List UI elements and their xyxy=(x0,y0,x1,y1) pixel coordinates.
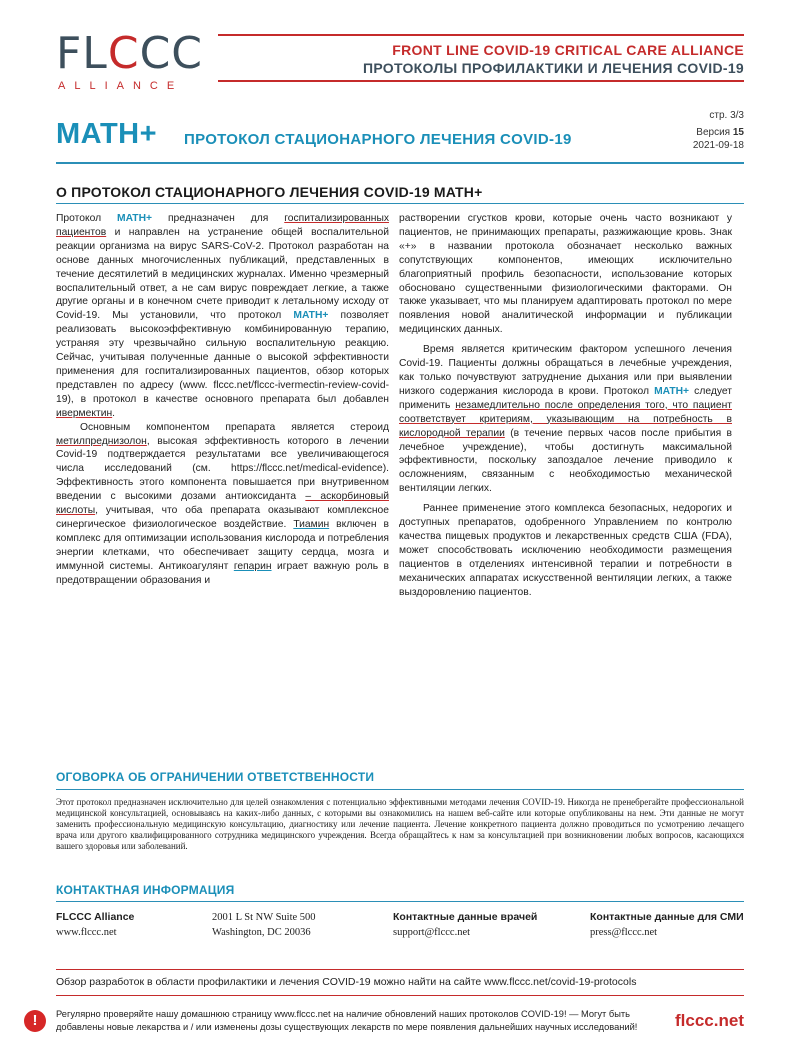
flccc-logo xyxy=(56,28,206,92)
logo-sub: ALLIANCE xyxy=(58,80,184,92)
version-date: 2021-09-18 xyxy=(692,140,744,151)
exclamation-icon: ! xyxy=(24,1010,46,1032)
link-thiamine[interactable]: Тиамин xyxy=(293,518,330,530)
doctors-email-link[interactable]: support@flccc.net xyxy=(393,927,471,938)
media-label: Контактные данные для СМИ xyxy=(590,911,744,923)
media-email-link[interactable]: press@flccc.net xyxy=(590,927,658,938)
disclaimer-text: Этот протокол предназначен исключительно для целей ознакомления с потенциально эффективными методами лечения COVID-19. Никогда не пренебрегайте профессиональной медицинской консультацией, основываясь на каких-либо данных, с которыми вы ознакомились на нашем веб-сайте или которые опубликованы на нем. Эти данные не могут заменить профессиональную медицинскую консультацию, диагностику или лечение пациента. Лечение конкретного пациента должно проводиться по усмотрению лечащего врача или другого квалифицированного сотрудника медицинского учреждения. Всегда обращайтесь к нам за консультацией при возникновении любых вопросов, касающихся вашего здоровья или заболеваний. xyxy=(56,797,744,851)
header-rule-bottom xyxy=(218,80,744,82)
paragraph-early-use: Раннее применение этого комплекса безопасных, недорогих и доступных препаратов, одобренного Управлением по контролю качества пищевых продуктов и лекарственных средств США (FDA), может способствовать исключению необходимости размещения пациентов в отделениях интенсивной терапии и потребности в механических аппаратах искусственной вентиляции легких, а также выздоровлению пациентов. xyxy=(399,503,732,598)
disclaimer-heading: ОГОВОРКА ОБ ОГРАНИЧЕНИИ ОТВЕТСТВЕННОСТИ xyxy=(56,770,375,784)
link-heparin[interactable]: гепарин xyxy=(233,560,272,572)
link-hospitalized[interactable]: госпитализированных пациентов xyxy=(56,213,389,238)
contacts-heading: КОНТАКТНАЯ ИНФОРМАЦИЯ xyxy=(56,883,235,897)
link-oxygen-criteria[interactable]: незамедлительно после определения того, что пациент соответствует критериям, указывающим на потребность в кислородной терапии xyxy=(399,399,732,439)
version-label: Версия xyxy=(696,127,731,138)
version-number: 15 xyxy=(732,127,744,138)
contact-media xyxy=(590,910,744,940)
org-name: FLCCC Alliance xyxy=(56,911,135,923)
disclaimer-rule xyxy=(56,789,744,790)
contact-org xyxy=(56,910,134,940)
version-block xyxy=(693,126,744,152)
footer-brand-link[interactable]: flccc.net xyxy=(675,1011,744,1030)
overview-rule-top xyxy=(56,969,744,970)
protocol-title: ПРОТОКОЛ СТАЦИОНАРНОГО ЛЕЧЕНИЯ COVID-19 xyxy=(184,131,572,148)
address-line1: 2001 L St NW Suite 500 xyxy=(212,912,316,923)
section-rule xyxy=(56,203,744,204)
math-plus-logo: MATH+ xyxy=(56,118,158,150)
header-rule-top xyxy=(218,34,744,36)
header-title-org: FRONT LINE COVID-19 CRITICAL CARE ALLIANCE xyxy=(392,42,744,58)
contact-doctors xyxy=(393,910,537,940)
footer-notice xyxy=(56,1008,656,1034)
paragraph-intro: Протокол MATH+ предназначен для госпитализированных пациентов и направлен на устранение общей воспалительной реакции организма на вирус SARS-CoV-2. Протокол разработан на основе данных многочисленных публикаций, представленных в течение десятилетий в медицинских журналах. Именно чрезмерный воспалительный ответ, а не сам вирус повреждает легкие, а также другие органы и в конечном счете приводит к летальному исходу от Covid-19. Мы установили, что протокол MATH+ позволяет реализовать высокоэффективную комбинированную терапию, устраняя эту чрезвычайно сильную воспалительную реакцию. Сейчас, учитывая полученные данные о высокой эффективности применения для госпитализированных пациентов, обзор которых представлен по адресу (www. flccc.net/flccc-ivermectin-review-covid-19), в протокол в качестве основного препарата был добавлен ивермектин. xyxy=(56,213,389,419)
address-line2: Washington, DC 20036 xyxy=(212,927,311,938)
page-number: стр. 3/3 xyxy=(709,110,744,121)
contacts-rule xyxy=(56,901,744,902)
paragraph-timing: Время является критическим фактором успешного лечения Covid-19. Пациенты должны обращаться в лечебные учреждения, как только почувствуют затруднение дыхания или при выявлении низкого содержания кислорода в крови. Протокол MATH+ следует применить незамедлительно после определения того, что пациент соответствует критериям, указывающим на потребность в кислородной терапии (в течение первых часов после прибытия в лечебное учреждение), чтобы достигнуть максимальной эффективности, поскольку запоздалое лечение приводило к осложнениям, связанным с необходимостью механической вентиляции легких. xyxy=(399,344,732,495)
brand-math: MATH+ xyxy=(654,385,690,397)
header-title-protocols: ПРОТОКОЛЫ ПРОФИЛАКТИКИ И ЛЕЧЕНИЯ COVID-19 xyxy=(362,60,744,76)
paragraph-plus-sign: растворении сгустков крови, которые очень часто возникают у пациентов, не принимающих препараты, разжижающие кровь. Знак «+» в названии протокола обозначает несколько важных сопутствующих компонентов, имеющих исключительно благоприятный профиль безопасности, использование которых обосновано существенными физиологическими факторами. Он также указывает, что мы планируем адаптировать протокол по мере появления новой аналитической информации и публикации медицинских данных. xyxy=(399,213,732,336)
body-column-right xyxy=(399,212,732,599)
org-url-link[interactable]: www.flccc.net xyxy=(56,927,117,938)
contact-address xyxy=(212,910,316,940)
overview-rule-bottom xyxy=(56,995,744,996)
link-methylprednisolone[interactable]: метилпреднизолон xyxy=(56,435,147,447)
brand-math: MATH+ xyxy=(293,310,329,322)
brand-math: MATH+ xyxy=(117,213,153,224)
link-ascorbic-acid[interactable]: – аскорбиновый кислоты xyxy=(56,491,389,517)
overview-text: Обзор разработок в области профилактики и лечения COVID-19 можно найти на сайте www.flccc.net/covid-19-protocols xyxy=(56,976,637,988)
footer-line2: добавлены новые лекарства и / или изменены дозы существующих лекарств по мере появления дальнейших научных исследований! xyxy=(56,1022,638,1032)
logo-word: FLCCC xyxy=(56,28,204,79)
doctors-label: Контактные данные врачей xyxy=(393,911,538,923)
section-heading: О ПРОТОКОЛ СТАЦИОНАРНОГО ЛЕЧЕНИЯ COVID-19 MATH+ xyxy=(56,184,483,200)
body-column-left xyxy=(56,212,389,587)
link-ivermectin[interactable]: ивермектин xyxy=(56,407,113,419)
title-rule xyxy=(56,162,744,164)
footer-line1: Регулярно проверяйте нашу домашнюю страницу www.flccc.net на наличие обновлений наших протоколов COVID-19! — Могут быть xyxy=(56,1009,630,1019)
paragraph-components: Основным компонентом препарата является стероид метилпреднизолон, высокая эффективность которого в лечении Covid-19 подтверждается результатами все увеличивающегося числа исследований (см. https://flccc.net/medical-evidence). Эффективность этого компонента повышается при внутривенном введении с высокими дозами антиоксиданта – аскорбиновый кислоты, учитывая, что оба препарата оказывают комплексное синергическое физиологическое воздействие. Тиамин включен в комплекс для оптимизации использования кислорода и потребления энергии клетками, что обеспечивает защиту сердца, мозга и иммунной системы. Антикоагулянт гепарин играет важную роль в предотвращении образования и xyxy=(56,421,389,586)
